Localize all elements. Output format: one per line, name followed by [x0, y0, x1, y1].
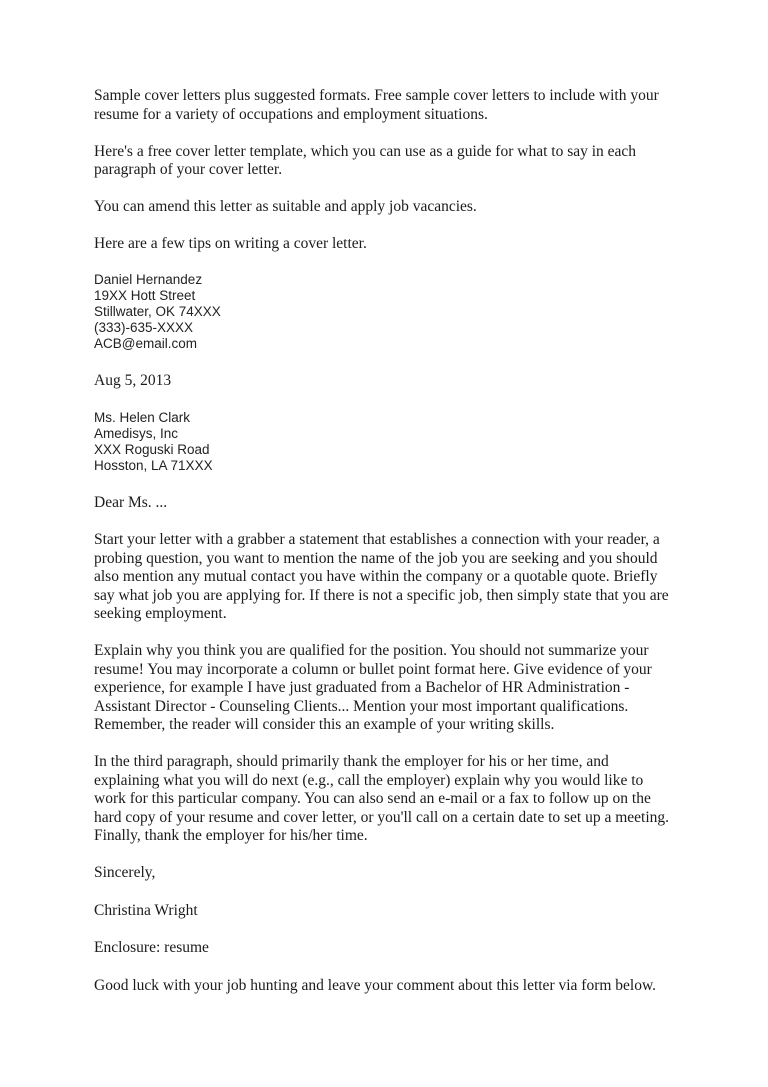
body-paragraph-2: Explain why you think you are qualified for the position. You should not summarize your resume! You may incorporate a column or bullet point format here. Give evidence of your experience, for example I have just graduated from a Bachelor of HR Administration - Assistant Director - Counseling Clients... Mention your most important qualifications. Remember, the reader will consider this an example of your writing skills.	[94, 642, 652, 733]
recipient-company: Amedisys, Inc	[94, 425, 179, 441]
sender-street: 19XX Hott Street	[94, 288, 196, 303]
body-paragraph-3: In the third paragraph, should primarily thank the employer for his or her time, and explaining what you will do next (e.g., call the employer) explain why you would like to work for this particular company. You can also send an e-mail or a fax to follow up on the hard copy of your resume and cover letter, or you'll call on a certain date to set up a meeting. Finally, thank the employer for his/her time.	[94, 753, 670, 844]
sender-email: ACB@email.com	[94, 336, 197, 351]
body-paragraph-1: Start your letter with a grabber a statement that establishes a connection with your reader, a probing question, you want to mention the name of the job you are seeking and you should also mention any mutual contact you have within the company or a quotable quote. Briefly say what job you are applying for. If there is not a specific job, then simply state that you are seeking employment.	[94, 531, 669, 622]
signature-name: Christina Wright	[94, 901, 198, 919]
recipient-address-block	[94, 410, 678, 474]
sender-name: Daniel Hernandez	[94, 272, 203, 287]
recipient-city-state-zip: Hosston, LA 71XXX	[94, 457, 213, 473]
closing: Sincerely,	[94, 864, 156, 881]
recipient-street: XXX Roguski Road	[94, 441, 210, 457]
sender-phone: (333)-635-XXXX	[94, 320, 194, 335]
sender-address-block	[94, 272, 678, 352]
sender-city-state-zip: Stillwater, OK 74XXX	[94, 304, 221, 319]
recipient-name: Ms. Helen Clark	[94, 409, 191, 425]
intro-paragraph-1: Sample cover letters plus suggested formats. Free sample cover letters to include with your resume for a variety of occupations and employment situations.	[94, 87, 659, 123]
intro-paragraph-2: Here's a free cover letter template, which you can use as a guide for what to say in each paragraph of your cover letter.	[94, 142, 637, 178]
enclosure-note: Enclosure: resume	[94, 939, 209, 956]
letter-date: Aug 5, 2013	[94, 372, 172, 389]
footer-note: Good luck with your job hunting and leave your comment about this letter via form below.	[94, 976, 657, 994]
intro-paragraph-3: You can amend this letter as suitable and apply job vacancies.	[94, 198, 477, 215]
intro-paragraph-4: Here are a few tips on writing a cover letter.	[94, 235, 367, 252]
salutation: Dear Ms. ...	[94, 493, 168, 511]
